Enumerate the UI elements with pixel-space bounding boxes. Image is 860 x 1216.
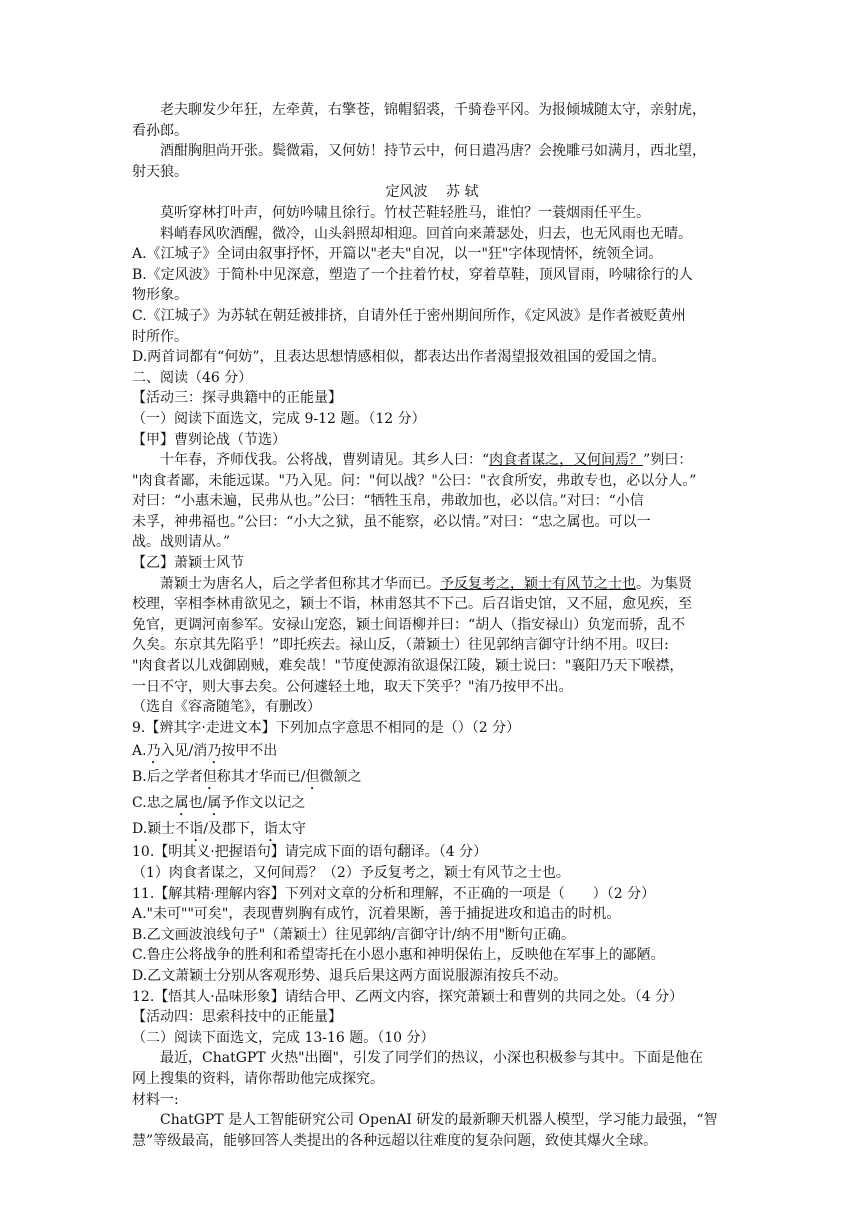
q11-option-b: B.乙文画波浪线句子"（萧颖士）往见郭纳/言御守计/纳不用"断句正确。 — [132, 926, 576, 943]
document-body — [132, 100, 732, 1151]
yi-line1-b: 。为集贤 — [636, 575, 692, 592]
jia-line5: 战。战则请从。” — [132, 534, 231, 551]
poem2-line2: 料峭春风吹酒醒，微冷，山头斜照却相迎。回首向来萧瑟处，归去，也无风雨也无晴。 — [160, 225, 692, 242]
yi-underlined-sentence: 予反复考之，颖士有风节之士也 — [440, 575, 636, 592]
q8-option-b-line2: 物形象。 — [132, 287, 188, 304]
dotted-char: 诣 — [263, 821, 278, 838]
q8-option-b-line1: B.《定风波》于简朴中见深意，塑造了一个拄着竹杖，穿着草鞋，顶风冒雨，吟啸徐行的人 — [132, 266, 693, 283]
part1-instruction: （一）阅读下面选文，完成 9-12 题。（12 分） — [132, 410, 426, 427]
poem2-title: 定风波 苏 轼 — [385, 184, 479, 201]
text: 微颔之 — [319, 769, 362, 786]
q11-option-a: A."未可""可矣"，表现曹刿胸有成竹，沉着果断，善于捕捉进攻和追击的时机。 — [132, 906, 621, 923]
yi-line3: 免官，更调河南参军。安禄山宠恣，颖士间语柳并曰：“胡人（指安禄山）负宠而骄，乱不 — [132, 616, 686, 633]
dotted-char: 乃 — [146, 743, 161, 760]
text: 入见/消 — [160, 743, 208, 760]
yi-line1 — [132, 574, 732, 595]
jia-line3: 对曰：“小惠未遍，民弗从也。”公曰：“牺牲玉帛，弗敢加也，必以信。”对曰：“小信 — [132, 493, 644, 510]
yi-line4: 久矣。东京其先陷乎！”即托疾去。禄山反，（萧颖士）往见郭纳言御守计纳不用。叹曰: — [132, 637, 669, 654]
jia-line1-b: ”刿曰： — [643, 452, 693, 469]
q9-option-d — [132, 816, 732, 842]
activity3-heading: 【活动三：探寻典籍中的正能量】 — [132, 390, 342, 407]
q9-option-c — [132, 790, 732, 816]
yi-title: 【乙】萧颖士风节 — [132, 555, 244, 572]
dotted-char: 属 — [207, 795, 222, 812]
material1-line1: ChatGPT 是人工智能研究公司 OpenAI 研发的最新聊天机器人模型，学习能力最强，“智 — [160, 1112, 718, 1129]
q8-option-c-line2: 时所作。 — [132, 328, 188, 345]
text: A. — [132, 743, 147, 760]
text: B.后之学者 — [132, 769, 203, 786]
dotted-char: 属 — [174, 795, 189, 812]
text: D.颖士不 — [132, 821, 190, 838]
material1-line2: 慧”等级最高，能够回答人类提出的各种远超以往难度的复杂问题，致使其爆火全球。 — [132, 1132, 658, 1149]
yi-line5: "肉食者以儿戏御剧贼，难矣哉！"节度使源洧欲退保江陵，颖士说曰："襄阳乃天下喉襟， — [132, 658, 684, 675]
jia-underlined-sentence: 肉食者谋之，又何间焉？ — [489, 452, 644, 469]
poem1-line3: 酒酣胸胆尚开张。鬓微霜，又何妨！持节云中，何日遣冯唐？会挽雕弓如满月，西北望， — [160, 143, 706, 160]
jia-line1 — [132, 450, 732, 471]
q9-option-a — [132, 738, 732, 764]
poem1-line1: 老夫聊发少年狂，左牵黄，右擎苍，锦帽貂裘，千骑卷平冈。为报倾城随太守，亲射虎， — [160, 102, 706, 118]
jia-line4: 未孚，神弗福也。”公曰：“小大之狱，虽不能察，必以情。”对曰：“忠之属也。可以一 — [132, 513, 651, 530]
q8-option-c-line1: C.《江城子》为苏轼在朝廷被排挤，自请外任于密州期间所作，《定风波》是作者被贬黄州 — [132, 307, 686, 324]
dotted-char: 但 — [305, 769, 320, 786]
q10-stem: 10.【明其义·把握语句】请完成下面的语句翻译。（4 分） — [132, 844, 488, 861]
material1-label: 材料一: — [132, 1091, 179, 1108]
yi-line1-a: 萧颖士为唐名人，后之学者但称其才华而已。 — [160, 575, 440, 592]
q11-option-c: C.鲁庄公将战争的胜利和希望寄托在小恩小惠和神明保佑上，反映他在军事上的鄙陋。 — [132, 947, 665, 964]
q11-option-d: D.乙文萧颖士分别从客观形势、退兵后果这两方面说服源洧按兵不动。 — [132, 967, 568, 984]
intro-line2: 网上搜集的资料，请你帮助他完成探究。 — [132, 1070, 384, 1087]
poem2-line1: 莫听穿林打叶声，何妨吟啸且徐行。竹杖芒鞋轻胜马，谁怕？一蓑烟雨任平生。 — [160, 204, 650, 221]
text: C.忠之 — [132, 795, 175, 812]
poem1-line4: 射天狼。 — [132, 163, 188, 180]
dotted-char: 诣 — [189, 821, 204, 838]
part2-instruction: （二）阅读下面选文，完成 13-16 题。（10 分） — [132, 1029, 435, 1046]
q8-option-a: A.《江城子》全词由叙事抒怀，开篇以"老夫"自况，以一"狂"字体现情怀，统领全词。 — [132, 246, 663, 263]
jia-line1-a: 十年春，齐师伐我。公将战，曹刿请见。其乡人曰：“ — [160, 452, 490, 469]
section-heading: 二、阅读（46 分） — [132, 369, 253, 386]
intro-line1: 最近，ChatGPT 火热"出圈"，引发了同学们的热议，小深也积极参与其中。下面是他在 — [160, 1050, 703, 1067]
text: 称其才华而已/ — [216, 769, 306, 786]
q12-stem: 12.【悟其人·品味形象】请结合甲、乙两文内容，探究萧颖士和曹刿的共同之处。（4 分） — [132, 988, 684, 1005]
yi-line6: 一日不守，则大事去矣。公何遽轻土地，取天下笑乎？"洧乃按甲不出。 — [132, 678, 573, 695]
q10-items: （1）肉食者谋之，又何间焉？（2）予反复考之，颖士有风节之士也。 — [132, 865, 570, 881]
q9-stem: 9.【辨其字·走进文本】下列加点字意思不相同的是（）（2 分） — [132, 719, 521, 736]
text: /及郡下， — [203, 821, 264, 838]
text: 予作文以记之 — [221, 795, 306, 812]
activity4-heading: 【活动四：思索科技中的正能量】 — [132, 1009, 342, 1026]
text: 太守 — [277, 821, 306, 838]
text: 也/ — [188, 795, 208, 812]
q9-option-b — [132, 764, 732, 790]
dotted-char: 乃 — [207, 743, 222, 760]
poem1-line2: 看孙郎。 — [132, 122, 188, 139]
dotted-char: 但 — [202, 769, 217, 786]
jia-title: 【甲】曹刿论战（节选） — [132, 431, 286, 448]
jia-line2: "肉食者鄙，未能远谋。"乃入见。问："何以战？"公曰："衣食所安，弗敢专也，必以分人。” — [132, 472, 697, 489]
q11-stem: 11.【解其精·理解内容】下列对文章的分析和理解，不正确的一项是（ ）（2 分） — [132, 885, 656, 902]
yi-source: （选自《容斋随笔》，有删改） — [132, 699, 321, 716]
q8-option-d: D.两首词都有“何妨”，且表达思想情感相似，都表达出作者渴望报效祖国的爱国之情。 — [132, 349, 666, 366]
yi-line2: 校理，宰相李林甫欲见之，颖士不诣，林甫怒其不下己。后召诣史馆，又不屈，愈见疾，至 — [132, 596, 692, 613]
text: 按甲不出 — [221, 743, 278, 760]
